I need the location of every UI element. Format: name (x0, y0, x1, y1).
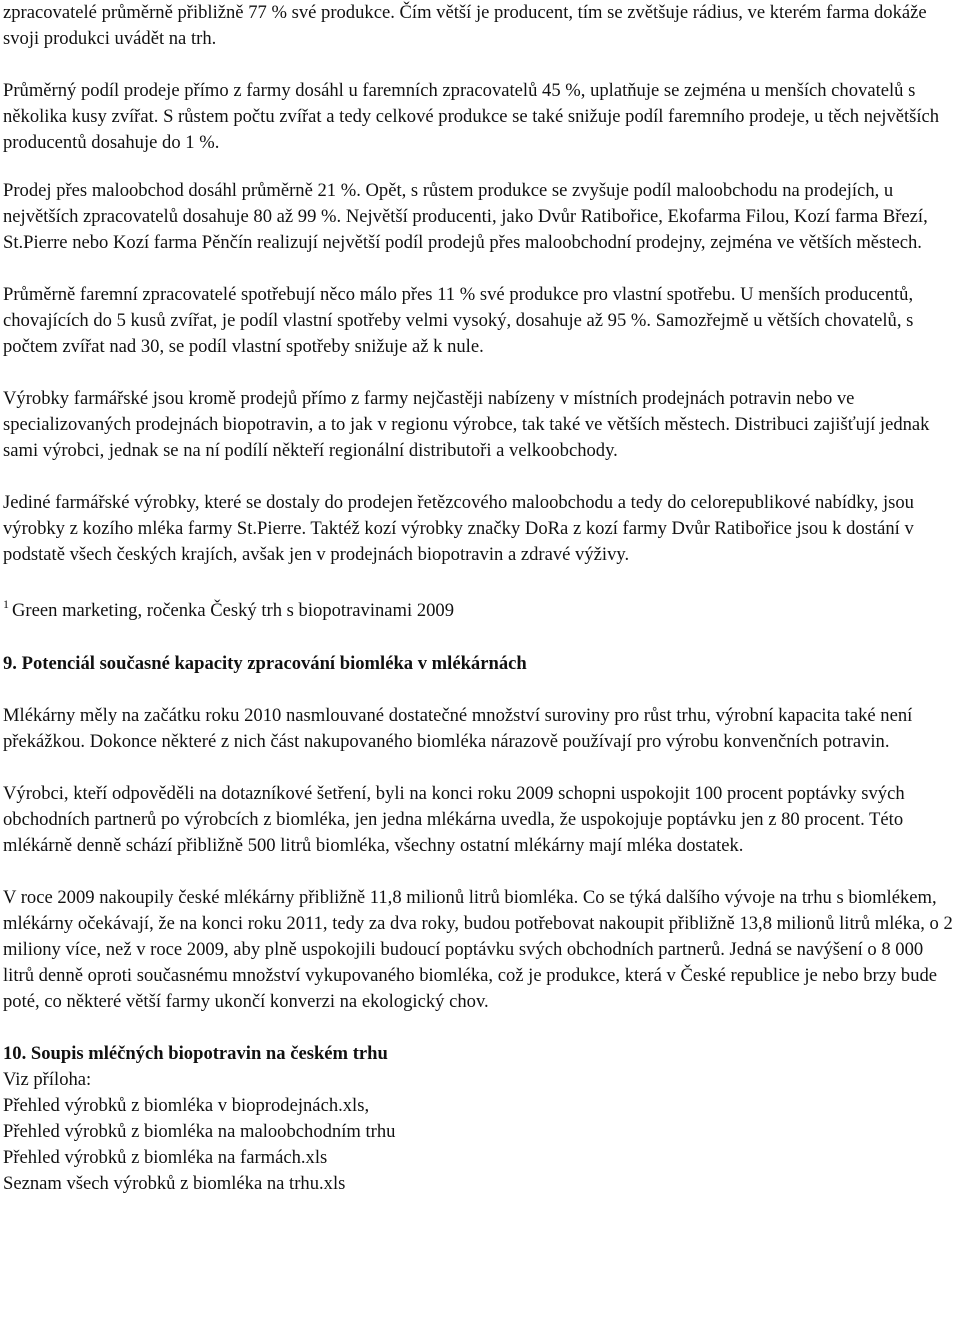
attachment-item: Přehled výrobků z biomléka na farmách.xls (3, 1147, 328, 1168)
section-9-heading: 9. Potenciál současné kapacity zpracování biomléka v mlékárnách (3, 653, 527, 674)
paragraph-chain-retail: Jediné farmářské výrobky, které se dostaly do prodejen řetězcového maloobchodu a tedy do celorepublikové nabídky, jsou výrobky z kozího mléka farmy St.Pierre. Taktéž kozí výrobky značky DoRa z kozí farmy Dvůr Ratibořice jsou k dostání v podstatě všech českých krajích, avšak jen v prodejnách biopotravin a zdravé výživy. (3, 492, 914, 565)
attachment-item: Přehled výrobků z biomléka na maloobchodním trhu (3, 1121, 396, 1142)
footnote-text: Green marketing, ročenka Český trh s biopotravinami 2009 (12, 600, 455, 621)
section-9-paragraph-volumes: V roce 2009 nakoupily české mlékárny přibližně 11,8 milionů litrů biomléka. Co se týká dalšího vývoje na trhu s biomlékem, mlékárny očekávají, že na konci roku 2011, tedy za dva roky, budou potřebovat nakoupit přibližně 13,8 milionů litrů mléka, o 2 miliony více, než v roce 2009, aby plně uspokojili budoucí poptávku svých obchodních partnerů. Jedná se navýšení o 8 000 litrů denně oproti současnému množství vykupovaného biomléka, což je produkce, která v České republice je nebo brzy bude poté, co některé větší farmy ukončí konverzi na ekologický chov. (3, 887, 953, 1012)
paragraph-own-consumption: Průměrně faremní zpracovatelé spotřebují něco málo přes 11 % své produkce pro vlastní spotřebu. U menších producentů, chovajících do 5 kusů zvířat, je podíl vlastní spotřeby velmi vysoký, dosahuje až 95 %. Samozřejmě u větších chovatelů, s počtem zvířat nad 30, se podíl vlastní spotřeby snižuje až k nule. (3, 284, 914, 357)
document-page (3, 0, 955, 1197)
section-10-heading: 10. Soupis mléčných biopotravin na českém trhu (3, 1043, 388, 1064)
section-9-paragraph-capacity: Mlékárny měly na začátku roku 2010 nasmlouvané dostatečné množství suroviny pro růst trhu, výrobní kapacita také není překážkou. Dokonce některé z nich část nakupovaného biomléka nárazově používají pro výrobu konvenčních potravin. (3, 705, 913, 752)
attachment-item: Přehled výrobků z biomléka v bioprodejnách.xls, (3, 1095, 370, 1116)
footnote-marker: 1 (3, 597, 9, 611)
attachment-intro: Viz příloha: (3, 1069, 92, 1090)
paragraph-direct-sales: Průměrný podíl prodeje přímo z farmy dosáhl u faremních zpracovatelů 45 %, uplatňuje se zejména u menších chovatelů s několika kusy zvířat. S růstem počtu zvířat a tedy celkové produkce se také snižuje podíl faremního prodeje, u těch největších producentů dosahuje do 1 %. (3, 80, 940, 153)
paragraph-farm-production: zpracovatelé průměrně přibližně 77 % své produkce. Čím větší je producent, tím se zvětšuje rádius, ve kterém farma dokáže svoji produkci uvádět na trh. (3, 2, 927, 49)
paragraph-distribution: Výrobky farmářské jsou kromě prodejů přímo z farmy nejčastěji nabízeny v místních prodejnách potravin nebo ve specializovaných prodejnách biopotravin, a to jak v regionu výrobce, tak také ve větších městech. Distribuci zajišťují jednak sami výrobci, jednak se na ní podílí někteří regionální distributoři a velkoobchody. (3, 388, 930, 461)
section-9-paragraph-survey: Výrobci, kteří odpověděli na dotazníkové šetření, byli na konci roku 2009 schopni uspokojit 100 procent poptávky svých obchodních partnerů po výrobcích z biomléka, jen jedna mlékárna uvedla, že uspokojuje poptávku jen z 80 procent. Této mlékárně denně schází přibližně 500 litrů biomléka, všechny ostatní mlékárny mají mléka dostatek. (3, 783, 905, 856)
footnote (3, 598, 955, 624)
paragraph-retail-sales: Prodej přes maloobchod dosáhl průměrně 21 %. Opět, s růstem produkce se zvyšuje podíl maloobchodu na prodejích, u největších zpracovatelů dosahuje 80 až 99 %. Největší producenti, jako Dvůr Ratibořice, Ekofarma Filou, Kozí farma Březí, St.Pierre nebo Kozí farma Pěnčín realizují největší podíl prodejů přes maloobchodní prodejny, zejména ve větších městech. (3, 180, 928, 253)
attachment-item: Seznam všech výrobků z biomléka na trhu.xls (3, 1173, 346, 1194)
